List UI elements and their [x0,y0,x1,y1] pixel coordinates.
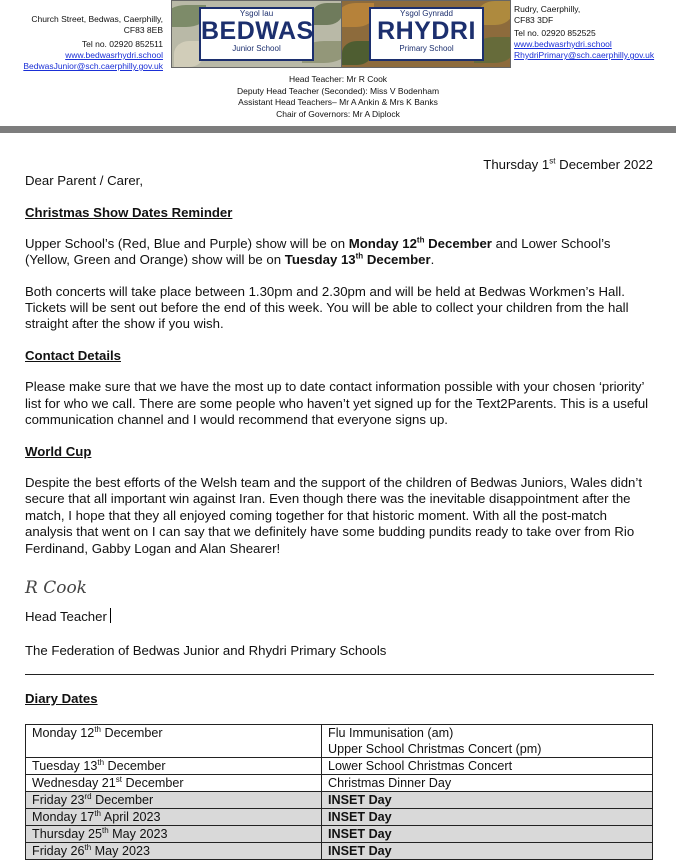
left-address [0,14,163,72]
text: . [430,252,435,268]
staff-line: Chair of Governors: Mr A Diplock [276,108,400,119]
diary-row [26,725,653,758]
right-address [514,4,676,61]
text: Upper School’s (Red, Blue and Purple) show will be on [25,235,349,251]
bedwas-logo-bottom: Junior School [232,44,281,53]
signature: R Cook [25,578,87,598]
diary-row [26,826,653,843]
left-website-link[interactable]: www.bedwasrhydri.school [65,50,163,60]
diary-event-cell: INSET Day [322,809,653,826]
rhydri-logo-top: Ysgol Gynradd [400,9,453,18]
rhydri-logo [341,0,511,68]
diary-event-cell: INSET Day [322,843,653,860]
date-text: Thursday 1 [483,157,550,172]
text: th [355,251,364,261]
date-sup: st [549,156,556,166]
left-email-link[interactable]: BedwasJunior@sch.caerphilly.gov.uk [23,61,163,71]
heading-christmas-show: Christmas Show Dates Reminder [25,205,233,221]
diary-table [25,724,653,860]
text: December [424,235,492,251]
staff-line: Assistant Head Teachers– Mr A Ankin & Mrs K Banks [238,97,438,107]
staff-list [0,74,676,120]
sign-title-text: Head Teacher [25,609,107,624]
bedwas-logo [171,0,342,68]
text: December [363,252,431,268]
right-email-link[interactable]: RhydriPrimary@sch.caerphilly.gov.uk [514,50,655,60]
staff-line: Head Teacher: Mr R Cook [288,74,388,84]
paragraph-concerts: Both concerts will take place between 1.30pm and 2.30pm and will be held at Bedwas Workmen’s Hall. Tickets will be sent out before the end of this week. You will be able to collect your children from the hall straight after the show if you wish. [25,283,629,332]
diary-row [26,775,653,792]
diary-date-cell: Friday 23rd December [26,792,322,809]
text-cursor [110,608,111,623]
heading-contact-details: Contact Details [25,347,121,363]
federation-line: The Federation of Bedwas Junior and Rhydri Primary Schools [25,643,387,658]
bedwas-logo-top: Ysgol Iau [239,9,274,18]
text: and Lower School’s (Yellow, Green and Orange) show will be on [25,235,611,268]
paragraph-show-dates [25,236,651,269]
text: th [416,235,425,245]
section-divider [25,674,654,675]
date-text: December 2022 [555,157,653,172]
right-address-line: CF83 3DF [514,15,554,25]
letter-body [25,173,654,557]
diary-heading [25,691,98,706]
left-address-line: Tel no. 02920 852511 [81,39,163,49]
diary-date-cell: Friday 26th May 2023 [26,843,322,860]
salutation: Dear Parent / Carer, [25,173,144,188]
left-address-line: CF83 8EB [123,25,163,35]
diary-row [26,809,653,826]
diary-row [26,792,653,809]
diary-event-cell: Christmas Dinner Day [322,775,653,792]
diary-event-cell: Flu Immunisation (am) Upper School Christmas Concert (pm) [322,725,653,758]
diary-date-cell: Monday 17th April 2023 [26,809,322,826]
diary-row [26,843,653,860]
text: Monday 12 [348,235,417,251]
diary-event-cell: INSET Day [322,826,653,843]
diary-row [26,758,653,775]
paragraph-contact: Please make sure that we have the most up to date contact information possible with your chosen ‘priority’ list for who we call. There are some people who haven’t yet signed up for the Text2Parents. This is a useful communication channel and I would recommend that everyone signs up. [25,379,649,428]
sign-title [25,608,111,625]
diary-date-cell: Tuesday 13th December [26,758,322,775]
diary-date-cell: Wednesday 21st December [26,775,322,792]
bedwas-logo-name: BEDWAS [201,17,314,45]
staff-line: Deputy Head Teacher (Seconded): Miss V Bodenham [236,85,440,96]
diary-event-cell: Lower School Christmas Concert [322,758,653,775]
text: Tuesday 13 [284,252,356,268]
letter-date [350,157,653,173]
right-address-line: Rudry, Caerphilly, [514,4,581,14]
left-address-line: Church Street, Bedwas, Caerphilly, [31,14,163,24]
diary-heading-text: Diary Dates [25,691,98,706]
rhydri-logo-bottom: Primary School [399,44,454,53]
header-divider [0,126,676,133]
diary-date-cell: Thursday 25th May 2023 [26,826,322,843]
heading-world-cup: World Cup [25,444,92,460]
diary-date-cell: Monday 12th December [26,725,322,758]
paragraph-world-cup: Despite the best efforts of the Welsh team and the support of the children of Bedwas Juniors, Wales didn’t secure that all important win against Iran. Even though there was the inevitable disappointment after the match, I hope that they all enjoyed coming together for that historic moment. With all the post-match analysis that went on I can say that we definitely have some budding pundits ready to take over from Rio Ferdinand, Gabby Logan and Alan Shearer! [25,474,642,556]
right-address-line: Tel no. 02920 852525 [514,28,596,38]
rhydri-logo-name: RHYDRI [377,17,476,45]
diary-event-cell: INSET Day [322,792,653,809]
right-website-link[interactable]: www.bedwasrhydri.school [514,39,612,49]
